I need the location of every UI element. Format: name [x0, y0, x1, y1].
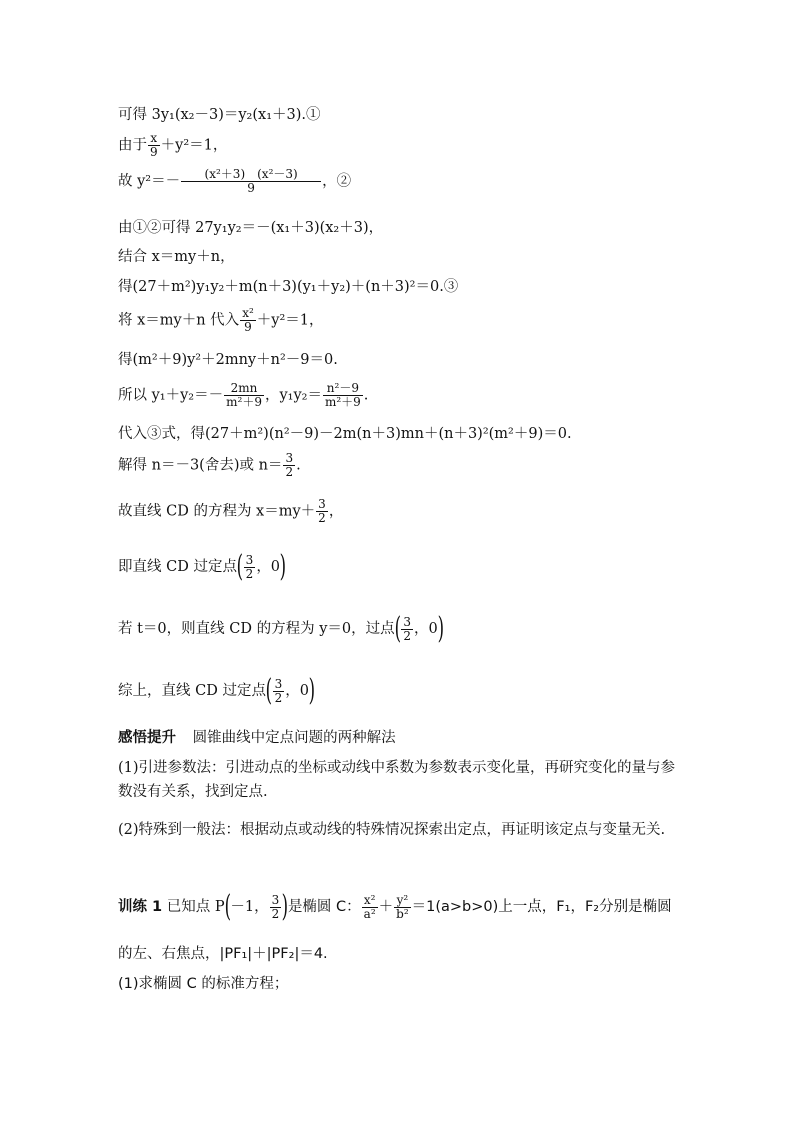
fraction — [270, 894, 282, 921]
right-paren: ) — [281, 889, 289, 924]
coord-prefix: －1， — [230, 899, 269, 915]
numerator: n²－9 — [323, 382, 363, 396]
training-question-1: (1)求椭圆 C 的标准方程； — [118, 976, 289, 992]
text-suffix: ＋y²＝1， — [256, 312, 324, 329]
denominator: a² — [363, 906, 376, 921]
insight-header — [118, 728, 396, 748]
denominator: m²＋9 — [226, 395, 262, 409]
text-suffix: ，0 — [413, 621, 438, 637]
numerator: (x²＋3) (x²－3) — [181, 168, 321, 182]
text-line-5: 结合 x＝my＋n， — [118, 249, 235, 265]
text-prefix: 将 x＝my＋n 代入 — [118, 312, 240, 329]
numerator: 3 — [271, 892, 280, 907]
numerator: 3 — [245, 552, 254, 567]
denominator: 2 — [274, 690, 283, 705]
text-line-13 — [118, 549, 287, 584]
text-suffix: ＝1(a>b>0)上一点，F₁，F₂分别是椭圆 — [411, 899, 672, 915]
text-prefix: 综上，直线 CD 过定点 — [118, 683, 266, 699]
numerator: 3 — [318, 497, 326, 511]
insight-item-2: (2)特殊到一般法：根据动点或动线的特殊情况探索出定点，再证明该定点与变量无关. — [118, 822, 666, 838]
plus-sign: ＋ — [378, 899, 394, 915]
text-suffix: . — [296, 457, 301, 474]
text-prefix: 故直线 CD 的方程为 x＝my＋ — [118, 503, 316, 520]
text-middle: 是椭圆 C： — [287, 899, 361, 915]
text-line-15 — [118, 673, 316, 708]
text-suffix: ，0 — [256, 559, 281, 575]
text-suffix: ， — [328, 503, 344, 520]
text-suffix: ＋y²＝1， — [160, 137, 228, 154]
left-paren: ( — [265, 673, 273, 708]
right-paren: ) — [308, 673, 316, 708]
left-paren: ( — [224, 889, 231, 924]
numerator: 2mn — [224, 382, 264, 396]
denominator: 2 — [245, 566, 254, 581]
right-paren: ) — [437, 611, 444, 646]
denominator: 9 — [150, 145, 158, 159]
fraction — [323, 382, 363, 409]
fraction — [273, 678, 285, 705]
text-suffix: ，② — [322, 173, 352, 190]
numerator: 3 — [403, 614, 411, 629]
left-paren: ( — [236, 549, 244, 584]
text-line-10: 代入③式，得(27＋m²)(n²－9)－2m(n＋3)mn＋(n＋3)²(m²＋9)＝0. — [118, 426, 572, 442]
text-line-6: 得(27＋m²)y₁y₂＋m(n＋3)(y₁＋y₂)＋(n＋3)²＝0.③ — [118, 279, 459, 295]
denominator: m²＋9 — [324, 395, 361, 409]
text-middle: ，y₁y₂＝ — [264, 387, 322, 404]
denominator: 2 — [271, 906, 280, 921]
text-line-3 — [118, 168, 351, 195]
text-line-2 — [118, 132, 227, 159]
denominator: 9 — [247, 181, 255, 195]
fraction — [240, 307, 256, 334]
numerator: x — [148, 132, 160, 146]
denominator: b² — [396, 906, 409, 921]
denominator: 2 — [285, 465, 294, 479]
text-prefix: 所以 y₁＋y₂＝－ — [118, 387, 224, 404]
text-prefix: 若 t＝0，则直线 CD 的方程为 y＝0，过点 — [118, 621, 395, 637]
numerator: y² — [394, 894, 411, 908]
text-suffix: . — [363, 387, 369, 404]
insight-heading: 感悟提升 — [118, 730, 176, 746]
text-suffix: ，0 — [285, 683, 310, 699]
text-line-14 — [118, 611, 444, 646]
denominator: 2 — [318, 511, 326, 525]
text-line-7 — [118, 307, 324, 334]
text-prefix: 由于 — [118, 137, 147, 154]
numerator: 3 — [274, 676, 283, 691]
right-paren: ) — [279, 549, 287, 584]
fraction — [224, 382, 264, 409]
training-label: 训练 1 — [118, 899, 163, 915]
text-prefix: 即直线 CD 过定点 — [118, 559, 237, 575]
text-prefix: 解得 n＝－3(舍去)或 n＝ — [118, 457, 283, 474]
fraction — [181, 168, 321, 195]
fraction — [148, 132, 160, 159]
fraction — [394, 894, 411, 921]
fraction — [244, 554, 256, 581]
text-line-8: 得(m²＋9)y²＋2mny＋n²－9＝0. — [118, 352, 338, 368]
text-prefix: 已知点 P — [166, 899, 225, 915]
text-line-12 — [118, 498, 343, 525]
denominator: 2 — [403, 628, 411, 643]
fraction — [362, 894, 378, 921]
text-line-4: 由①②可得 27y₁y₂＝－(x₁＋3)(x₂＋3)， — [118, 220, 384, 236]
numerator: x² — [242, 306, 254, 320]
training-line-2: 的左、右焦点，|PF₁|＋|PF₂|＝4. — [118, 946, 328, 962]
numerator: 3 — [285, 451, 294, 465]
text-line-11 — [118, 452, 301, 479]
text-line-1: 可得 3y₁(x₂－3)＝y₂(x₁＋3).① — [118, 107, 321, 123]
denominator: 9 — [244, 320, 252, 334]
fraction — [316, 498, 328, 525]
text-prefix: 故 y²＝－ — [118, 173, 181, 190]
insight-item-1: (1)引进参数法：引进动点的坐标或动线中系数为参数表示变化量，再研究变化的量与参数没有关系，找到定点. — [118, 760, 676, 800]
fraction — [401, 616, 413, 643]
numerator: x² — [362, 894, 378, 908]
insight-subtitle: 圆锥曲线中定点问题的两种解法 — [192, 730, 396, 746]
training-line-1 — [118, 889, 672, 924]
left-paren: ( — [394, 611, 401, 646]
fraction — [283, 452, 295, 479]
text-line-9 — [118, 382, 368, 409]
